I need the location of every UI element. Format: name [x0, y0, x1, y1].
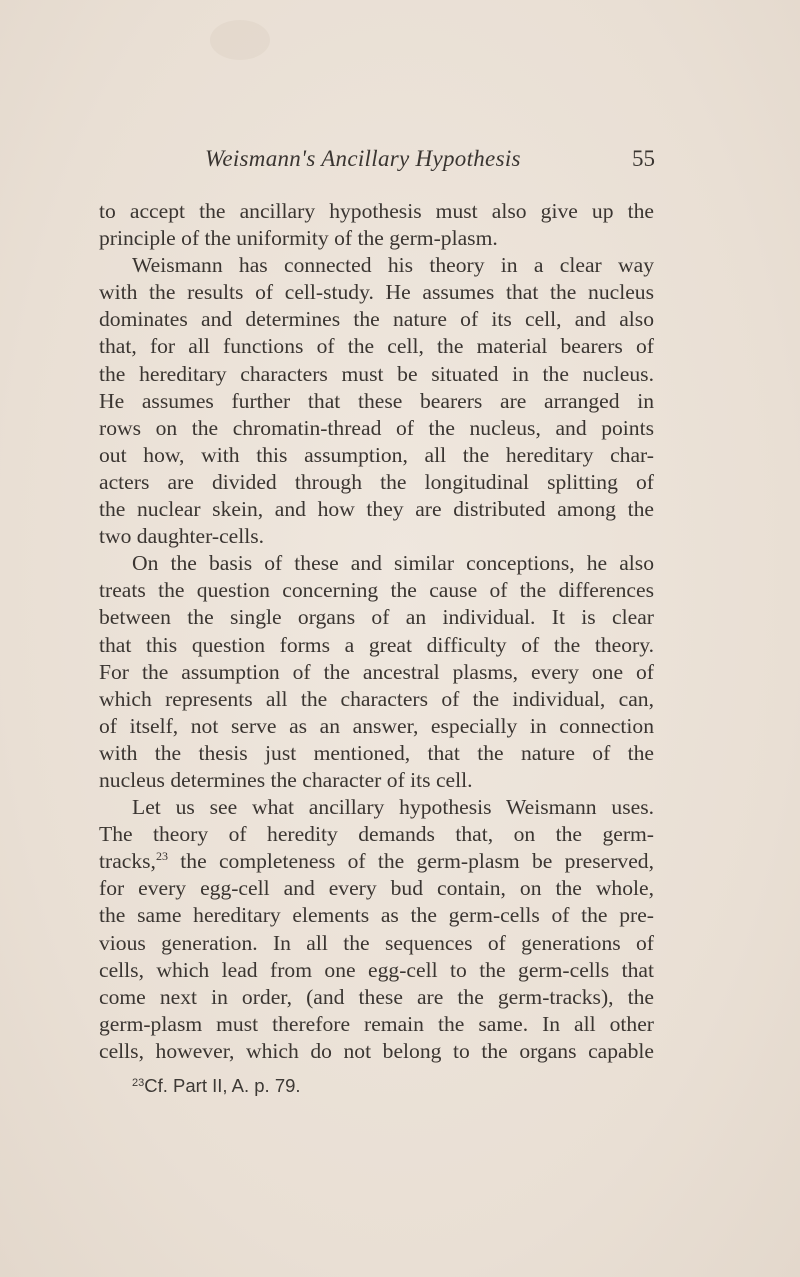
running-head: [200, 146, 655, 182]
text-line: the nuclear skein, and how they are distributed among the: [99, 497, 654, 522]
paragraph-first-line: On the basis of these and similar conceptions, he also: [132, 551, 654, 576]
text-line: cells, however, which do not belong to the organs capable: [99, 1038, 654, 1063]
text-line: nucleus determines the character of its cell.: [99, 767, 473, 792]
text-line: with the thesis just mentioned, that the nature of the: [99, 740, 654, 765]
text-line: rows on the chromatin-thread of the nucleus, and points: [99, 415, 654, 440]
text-line: the same hereditary elements as the germ-cells of the pre-: [99, 903, 654, 928]
page-number: 55: [632, 146, 655, 171]
body-text: [99, 198, 654, 1065]
text-fragment: the completeness of the germ-plasm be preserved,: [180, 849, 654, 874]
text-line: with the results of cell-study. He assumes that the nucleus: [99, 280, 654, 305]
paragraph-first-line: Let us see what ancillary hypothesis Weismann uses.: [132, 795, 654, 820]
text-line: For the assumption of the ancestral plasms, every one of: [99, 659, 654, 684]
footnote: [132, 1075, 301, 1097]
running-title: Weismann's Ancillary Hypothesis: [205, 146, 521, 171]
text-line: principle of the uniformity of the germ-plasm.: [99, 226, 498, 251]
paper-stain: [210, 20, 270, 60]
text-line: germ-plasm must therefore remain the same. In all other: [99, 1011, 654, 1036]
text-line: which represents all the characters of the individual, can,: [99, 686, 654, 711]
text-fragment: tracks,: [99, 849, 156, 874]
paragraph-first-line: Weismann has connected his theory in a clear way: [132, 253, 654, 278]
text-line: cells, which lead from one egg-cell to the germ-cells that: [99, 957, 654, 982]
text-line: The theory of heredity demands that, on the germ-: [99, 822, 654, 847]
text-line: out how, with this assumption, all the hereditary char-: [99, 442, 654, 467]
footnote-text: Cf. Part II, A. p. 79.: [144, 1075, 301, 1096]
text-line: treats the question concerning the cause of the differences: [99, 578, 654, 603]
text-line: of itself, not serve as an answer, especially in connection: [99, 713, 654, 738]
footnote-number: 23: [132, 1077, 145, 1089]
text-line: acters are divided through the longitudinal splitting of: [99, 469, 654, 494]
text-line: for every egg-cell and every bud contain, on the whole,: [99, 876, 654, 901]
footnote-reference: 23: [155, 849, 168, 864]
text-line: He assumes further that these bearers are arranged in: [99, 388, 654, 413]
text-line: vious generation. In all the sequences of generations of: [99, 930, 654, 955]
text-line: come next in order, (and these are the germ-tracks), the: [99, 984, 654, 1009]
text-line: that, for all functions of the cell, the material bearers of: [99, 334, 654, 359]
text-line: two daughter-cells.: [99, 524, 265, 549]
text-line: the hereditary characters must be situated in the nucleus.: [99, 361, 654, 386]
text-line: that this question forms a great difficulty of the theory.: [99, 632, 654, 657]
text-line-with-note: [99, 848, 654, 875]
text-line: dominates and determines the nature of its cell, and also: [99, 307, 654, 332]
text-line: between the single organs of an individual. It is clear: [99, 605, 654, 630]
text-line: to accept the ancillary hypothesis must also give up the: [99, 199, 654, 223]
